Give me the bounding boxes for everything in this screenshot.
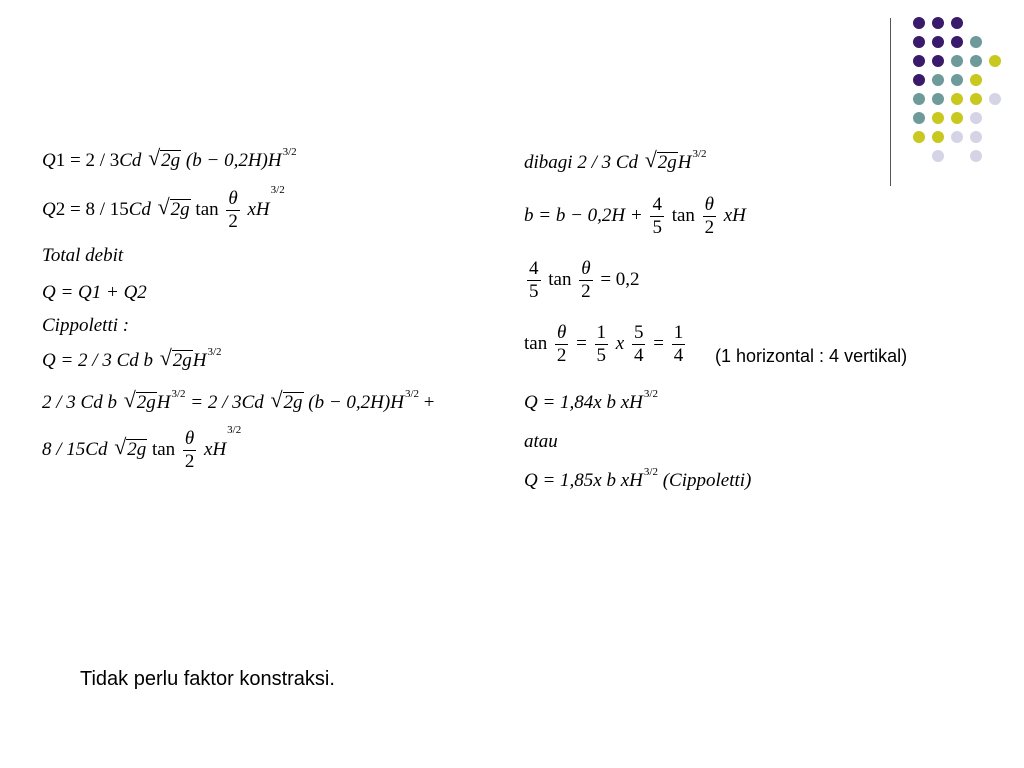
decor-dot bbox=[951, 131, 963, 143]
equation-q-cippoletti: Q = 2 / 3 Cd b √ $2gH^{3/2}$ bbox=[42, 345, 222, 371]
equation-dibagi: dibagi 2 / 3 Cd √ $2gH^{3/2}$ bbox=[524, 147, 707, 173]
equation-long-1: 2 / 3 Cd b √ $2gH^{3/2} = 2 / 3Cd$ √ 2g $(b - 0,2H)H^{3/2}$ + bbox=[42, 387, 435, 413]
equation-q1: Q1 = 2 / 3Cd √ 2g $(b - 0,2H)H^{3/2}$ bbox=[42, 145, 297, 171]
decor-dot bbox=[932, 93, 944, 105]
decor-dot bbox=[951, 17, 963, 29]
decor-dot bbox=[951, 93, 963, 105]
decor-dot bbox=[932, 131, 944, 143]
decor-dot bbox=[951, 74, 963, 86]
decor-dot bbox=[970, 131, 982, 143]
equation-long-2: 8 / 15Cd √ 2g tan $\frac{\theta}{2}$ $xH^{3/2}$ bbox=[42, 424, 242, 472]
equation-q-185: Q = 1,85x b $xH^{3/2}$ (Cippoletti) bbox=[524, 466, 752, 491]
decor-dot bbox=[913, 36, 925, 48]
decor-dot bbox=[913, 112, 925, 124]
decor-dot bbox=[932, 112, 944, 124]
decor-dot bbox=[913, 93, 925, 105]
decor-dot bbox=[989, 55, 1001, 67]
equation-q2: Q2 = 8 / 15Cd √ 2g tan $\frac{\theta}{2}$ $xH^{3/2}$ bbox=[42, 184, 285, 232]
decor-dot bbox=[951, 36, 963, 48]
equation-q-sum: Q = Q1 + Q2 bbox=[42, 282, 147, 303]
slope-note: (1 horizontal : 4 vertikal) bbox=[715, 346, 908, 366]
decor-dot bbox=[913, 74, 925, 86]
decor-dot bbox=[913, 55, 925, 67]
decor-dot bbox=[932, 150, 944, 162]
decor-dot bbox=[913, 17, 925, 29]
decor-dot bbox=[932, 17, 944, 29]
decor-dot bbox=[951, 112, 963, 124]
decor-dot bbox=[951, 55, 963, 67]
equation-ratio: $\frac{4}{5}$ tan $\frac{\theta}{2}$ = 0,2 bbox=[529, 258, 640, 302]
equation-b: b = b − 0,2H + $\frac{4}{5}$ tan $\frac{\theta}{2}$ xH bbox=[524, 194, 746, 238]
atau-label: atau bbox=[524, 431, 558, 452]
decor-dot bbox=[970, 55, 982, 67]
cippoletti-label: Cippoletti : bbox=[42, 315, 130, 336]
equation-q-184: Q = 1,84x b $xH^{3/2}$ bbox=[524, 388, 658, 413]
decor-dot bbox=[913, 131, 925, 143]
decor-dot bbox=[970, 150, 982, 162]
divider-line bbox=[890, 18, 891, 186]
decor-dot bbox=[932, 55, 944, 67]
decor-dot bbox=[970, 36, 982, 48]
decor-dot bbox=[932, 74, 944, 86]
decor-dot bbox=[970, 93, 982, 105]
decor-dot bbox=[970, 74, 982, 86]
footer-text: Tidak perlu faktor konstraksi. bbox=[80, 668, 335, 690]
decor-dot bbox=[989, 93, 1001, 105]
decor-dot bbox=[970, 112, 982, 124]
total-debit-label: Total debit bbox=[42, 245, 124, 266]
equation-tan: tan $\frac{\theta}{2}$ = $\frac{1}{5}$ x $\frac{5}{4}$ = $\frac{1}{4}$ bbox=[524, 322, 684, 366]
decor-dot bbox=[932, 36, 944, 48]
